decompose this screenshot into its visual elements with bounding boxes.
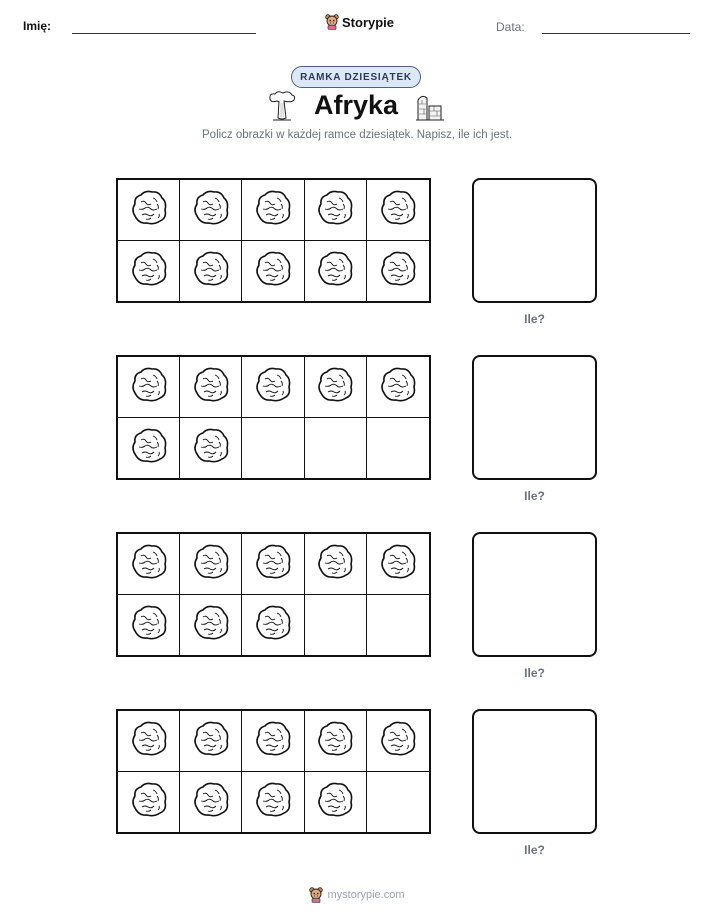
frame-cell <box>118 180 180 241</box>
rock-icon <box>129 542 169 585</box>
rock-icon <box>253 780 293 823</box>
frame-cell <box>118 772 180 833</box>
frame-cell <box>305 772 367 833</box>
rock-icon <box>253 603 293 646</box>
frame-cell <box>367 711 429 772</box>
bear-mascot-icon <box>309 887 323 903</box>
rock-icon <box>315 188 355 231</box>
frame-cell <box>367 241 429 302</box>
frame-cell <box>242 772 304 833</box>
ten-frame <box>116 178 431 303</box>
rock-icon <box>129 603 169 646</box>
frame-cell <box>305 595 367 656</box>
frame-cell <box>118 357 180 418</box>
answer-box[interactable] <box>472 709 597 834</box>
rock-icon <box>378 542 418 585</box>
stone-ruins-icon <box>414 92 446 122</box>
rock-icon <box>378 719 418 762</box>
frame-cell <box>305 534 367 595</box>
frame-cell <box>180 772 242 833</box>
answer-label: Ile? <box>524 666 545 680</box>
frame-cell <box>242 534 304 595</box>
rock-icon <box>253 542 293 585</box>
frame-cell <box>180 357 242 418</box>
bear-mascot-icon <box>325 14 339 30</box>
frame-cell <box>367 534 429 595</box>
answer-box[interactable] <box>472 532 597 657</box>
rock-icon <box>191 188 231 231</box>
frame-cell <box>305 357 367 418</box>
frame-cell <box>118 241 180 302</box>
rock-icon <box>129 780 169 823</box>
rock-icon <box>315 542 355 585</box>
frame-cell <box>367 772 429 833</box>
rock-icon <box>253 365 293 408</box>
answer-box[interactable] <box>472 178 597 303</box>
rock-icon <box>191 426 231 469</box>
frame-cell <box>118 418 180 479</box>
frame-cell <box>242 595 304 656</box>
rock-icon <box>378 249 418 292</box>
rock-icon <box>315 780 355 823</box>
frame-cell <box>118 595 180 656</box>
footer <box>0 887 714 903</box>
rock-icon <box>129 426 169 469</box>
frame-cell <box>305 180 367 241</box>
brand-name: Storypie <box>342 14 395 30</box>
worksheet-badge: RAMKA DZIESIĄTEK <box>291 66 421 88</box>
rock-icon <box>378 365 418 408</box>
frame-cell <box>242 180 304 241</box>
answer-label: Ile? <box>524 843 545 857</box>
name-line <box>72 33 256 34</box>
instructions: Policz obrazki w każdej ramce dziesiątek. Napisz, ile ich jest. <box>202 129 512 141</box>
rock-icon <box>378 188 418 231</box>
frame-cell <box>242 357 304 418</box>
brand-logo <box>325 14 394 30</box>
frame-cell <box>180 418 242 479</box>
footer-url[interactable]: mystorypie.com <box>327 889 405 901</box>
rock-icon <box>129 249 169 292</box>
frame-cell <box>180 595 242 656</box>
frame-cell <box>180 180 242 241</box>
frame-cell <box>367 357 429 418</box>
rock-icon <box>253 719 293 762</box>
frame-cell <box>367 418 429 479</box>
answer-label: Ile? <box>524 312 545 326</box>
frame-cell <box>305 418 367 479</box>
frame-cell <box>242 711 304 772</box>
ten-frame <box>116 532 431 657</box>
frame-cell <box>118 711 180 772</box>
rock-icon <box>129 365 169 408</box>
answer-box[interactable] <box>472 355 597 480</box>
rock-icon <box>191 719 231 762</box>
frame-cell <box>242 241 304 302</box>
ten-frame <box>116 355 431 480</box>
frame-cell <box>367 595 429 656</box>
ten-frame <box>116 709 431 834</box>
frame-cell <box>180 534 242 595</box>
frame-cell <box>242 418 304 479</box>
frame-cell <box>118 534 180 595</box>
frame-cell <box>367 180 429 241</box>
rock-icon <box>253 188 293 231</box>
page-title: Afryka <box>313 90 399 120</box>
rock-icon <box>315 365 355 408</box>
rock-icon <box>191 365 231 408</box>
rock-icon <box>129 719 169 762</box>
rock-icon <box>315 249 355 292</box>
rock-icon <box>191 780 231 823</box>
rock-icon <box>129 188 169 231</box>
rock-icon <box>191 249 231 292</box>
frame-cell <box>180 241 242 302</box>
frame-cell <box>180 711 242 772</box>
name-label: Imię: <box>23 19 52 33</box>
rock-icon <box>191 603 231 646</box>
frame-cell <box>305 711 367 772</box>
frame-cell <box>305 241 367 302</box>
rock-icon <box>315 719 355 762</box>
rock-icon <box>253 249 293 292</box>
rock-icon <box>191 542 231 585</box>
date-line <box>542 33 690 34</box>
date-label: Data: <box>496 20 525 34</box>
answer-label: Ile? <box>524 489 545 503</box>
